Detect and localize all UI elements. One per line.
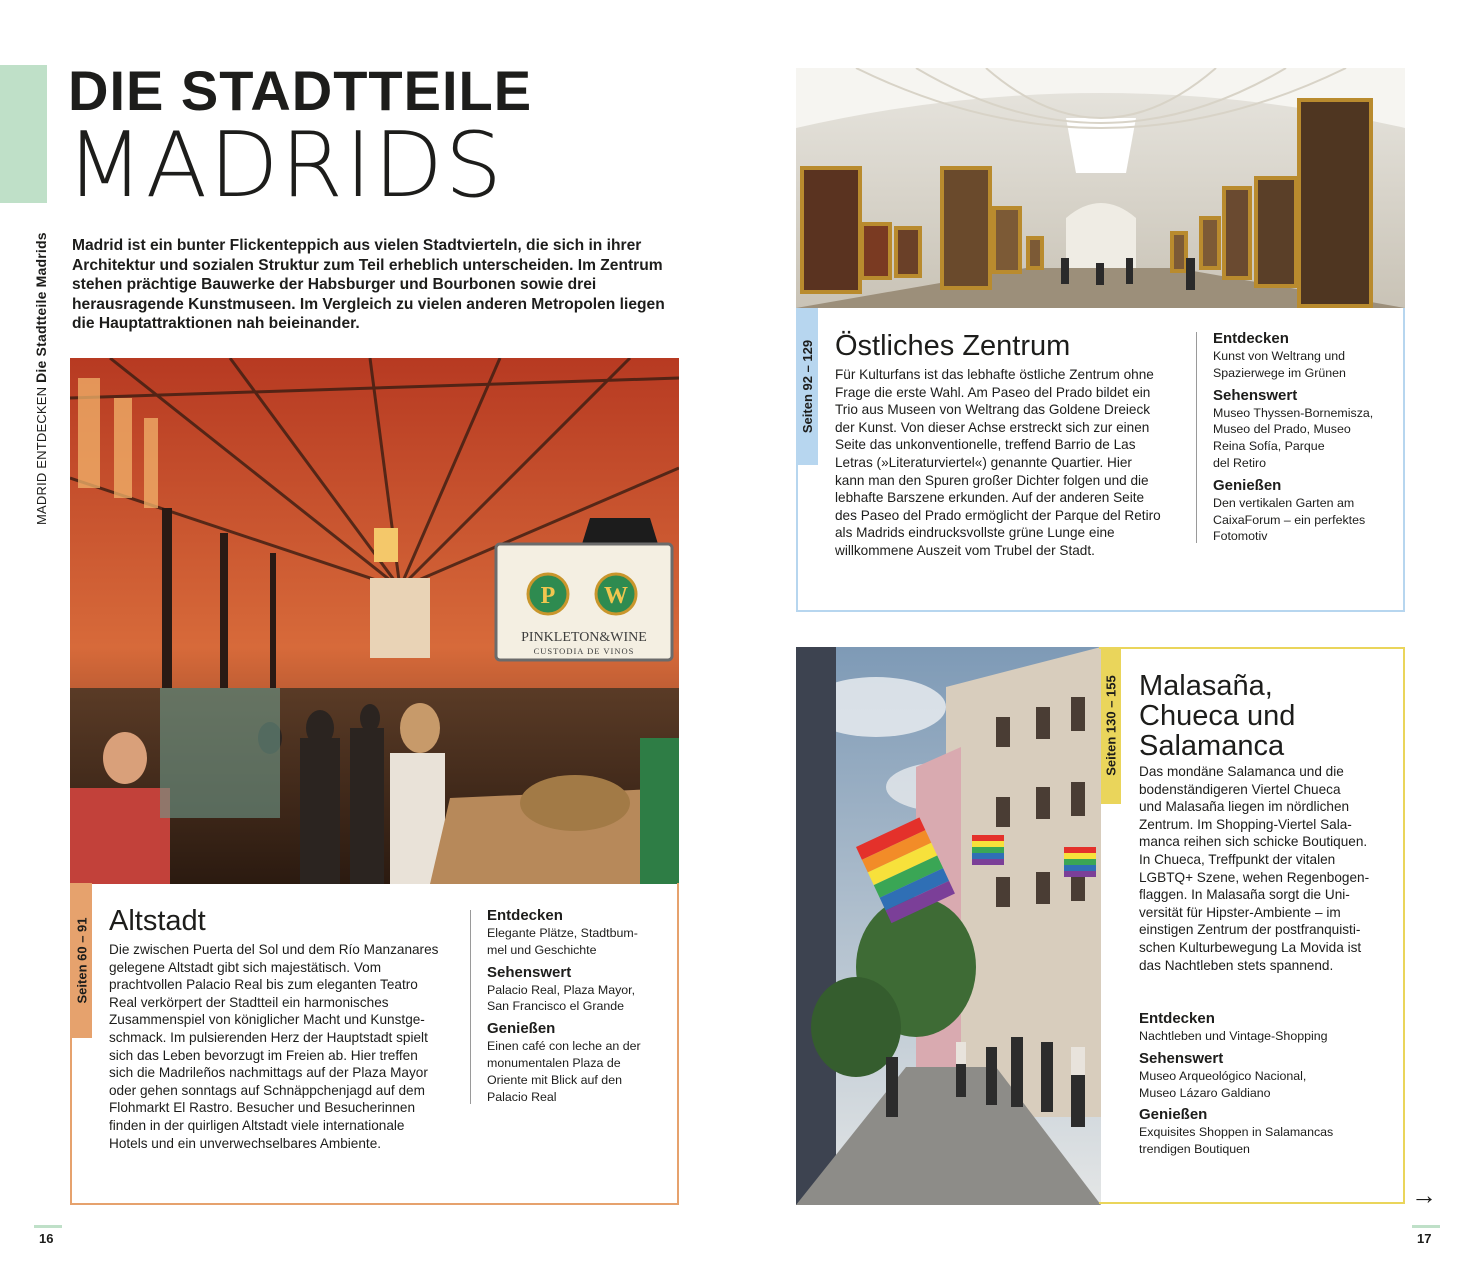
page-number-rule-right bbox=[1412, 1225, 1440, 1228]
page-number-rule-left bbox=[34, 1225, 62, 1228]
ostliches-pages-tab: Seiten 92 – 129 bbox=[798, 308, 818, 465]
malasana-body: Das mondäne Salamanca und die bodenständigeren Viertel Chueca und Malasaña liegen im nördlichen Zentrum. Im Shopping-Viertel Sala- manca reihen sich schicke Boutiquen. In Chueca, Treffpunkt der vitalen LGBTQ+ Szene, wehen Regenbogen- flaggen. In Malasaña sorgt die Uni- versität für Hipster-Ambiente – im einstigen Zentrum der postfranquisti- schen Kulturbewegung La Movida ist das Nachtleben stets spannend. bbox=[1139, 764, 1370, 973]
page-number-left: 16 bbox=[39, 1231, 54, 1246]
altstadt-divider bbox=[470, 910, 471, 1104]
sign-subtitle: CUSTODIA DE VINOS bbox=[533, 646, 635, 656]
malasana-title: Malasaña, Chueca und Salamanca bbox=[1139, 670, 1296, 762]
market-photo bbox=[70, 358, 679, 884]
ostliches-sidebar: Entdecken Kunst von Weltrang und Spazierwege im Grünen Sehenswert Museo Thyssen-Bornemisza, Museo del Prado, Museo Reina Sofía, Parque del Retiro Genießen Den vertikalen Garten am CaixaForum – ein perfektes Fotomotiv bbox=[1213, 330, 1374, 544]
ostliches-body: Für Kulturfans ist das lebhafte östliche Zentrum ohne Frage die erste Wahl. Am Paseo del Prado bildet ein Trio aus Museen von Weltrang das Goldene Dreieck der Kunst. Von dieser Achse erstreckt sich zur einen Seite das unkonventionelle, treffend Barrio de Las Letras (»Literaturviertel«) genannte Quartier. Hier kann man den Spuren großer Dichter folgen und die lebhafte Barszene erkunden. Auf der anderen Seite des Paseo del Prado ermöglicht der Parque del Retiro als Madrids eindrucksvollste grüne Lunge eine willkommene Auszeit vom Trubel der Stadt. bbox=[835, 367, 1161, 558]
altstadt-pages-tab: Seiten 60 – 91 bbox=[72, 883, 92, 1038]
ostliches-divider bbox=[1196, 332, 1197, 543]
sign-name: PINKLETON&WINE bbox=[521, 630, 647, 645]
section-color-tab bbox=[0, 65, 47, 203]
intro-paragraph: Madrid ist ein bunter Flickenteppich aus vielen Stadtvierteln, die sich in ihrer Architektur und sozialen Struktur zum Teil erheblich unterscheiden. Im Zentrum stehen prächtige Bauwerke der Habsburger und Bourbonen sowie drei herausragende Kunstmuseen. Im Vergleich zu vielen anderen Metropolen liegen die Hauptattraktionen nah beieinander. bbox=[72, 237, 665, 333]
museum-photo bbox=[796, 68, 1405, 308]
running-head: MADRID ENTDECKEN Die Stadtteile Madrids bbox=[33, 232, 49, 525]
altstadt-sidebar: Entdecken Elegante Plätze, Stadtbum- mel und Geschichte Sehenswert Palacio Real, Plaza Mayor, San Francisco el Grande Genießen Einen café con leche an der monumentalen Plaza de Oriente mit Blick auf den Palacio Real bbox=[487, 907, 641, 1104]
malasana-sidebar: Entdecken Nachtleben und Vintage-Shopping Sehenswert Museo Arqueológico Nacional, Museo Lázaro Galdiano Genießen Exquisites Shoppen in Salamancas trendigen Boutiquen bbox=[1139, 1010, 1334, 1157]
sign-monogram-p: P bbox=[540, 583, 556, 609]
altstadt-title: Altstadt bbox=[109, 905, 206, 937]
sign-monogram-w: W bbox=[604, 583, 628, 609]
next-page-arrow-icon[interactable]: → bbox=[1411, 1180, 1437, 1210]
page-title-line1: DIE STADTTEILE bbox=[68, 59, 533, 122]
street-photo bbox=[796, 647, 1101, 1205]
malasana-pages-tab: Seiten 130 – 155 bbox=[1101, 647, 1121, 804]
page-title-line2: MADRIDS bbox=[66, 113, 505, 218]
page-number-right: 17 bbox=[1417, 1231, 1432, 1246]
ostliches-title: Östliches Zentrum bbox=[835, 330, 1071, 362]
altstadt-body: Die zwischen Puerta del Sol und dem Río Manzanares gelegene Altstadt gibt sich majestätisch. Vom prachtvollen Palacio Real bis zum eleganten Teatro Real verkörpert der Stadtteil ein harmonisches Zusammenspiel von königlicher Macht und Kunstge- schmack. Im pulsierenden Herz der Hauptstadt spielt sich das Leben bevorzugt im Freien ab. Hier treffen sich die Madrileños nachmittags auf der Plaza Mayor oder gehen sonntags auf Schnäppchenjagd auf dem Flohmarkt El Rastro. Besucher und Besucherinnen finden in der quirligen Altstadt viele internationale Hotels und ein unverwechselbares Ambiente. bbox=[109, 942, 439, 1151]
